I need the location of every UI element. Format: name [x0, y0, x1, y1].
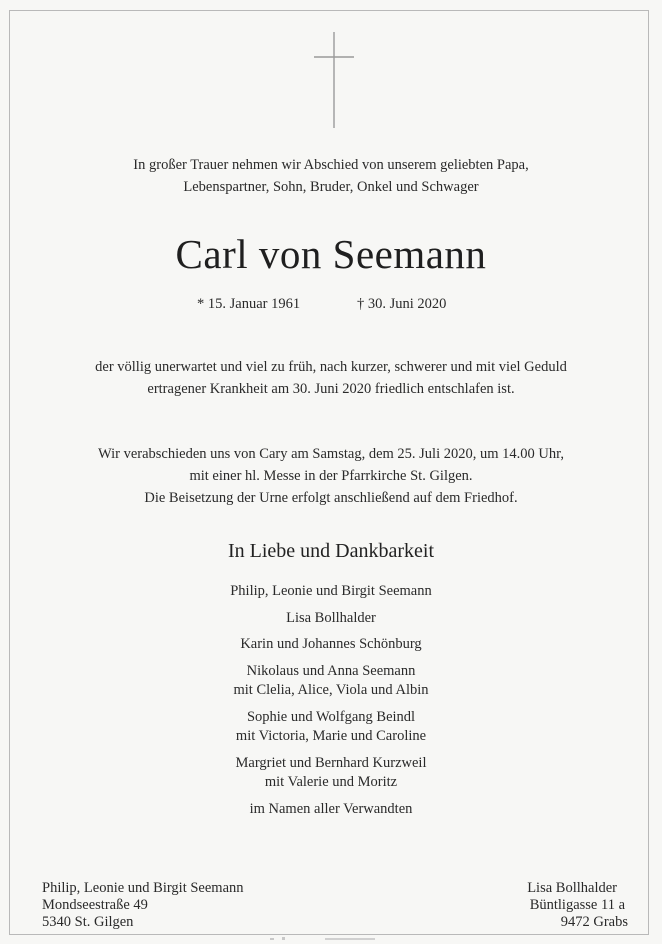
- mourner-line: Karin und Johannes Schönburg: [240, 636, 422, 652]
- address-right: [527, 880, 628, 931]
- address-line: Mondseestraße 49: [42, 897, 148, 913]
- mourners-list: [0, 582, 662, 826]
- mourner-group: [0, 662, 662, 701]
- address-left: [42, 880, 244, 931]
- mourner-line: Philip, Leonie und Birgit Seemann: [230, 583, 432, 599]
- mourner-line: im Namen aller Verwandten: [249, 800, 413, 817]
- mourner-group: [0, 582, 662, 602]
- death-date: † 30. Juni 2020: [357, 296, 447, 312]
- intro-line: In großer Trauer nehmen wir Abschied von unserem geliebten Papa,: [133, 157, 529, 173]
- service-info: [0, 443, 662, 509]
- address-line: 9472 Grabs: [560, 914, 628, 930]
- address-line: Büntligasse 11 a: [529, 897, 625, 913]
- intro-line: Lebenspartner, Sohn, Bruder, Onkel und Schwager: [183, 179, 479, 195]
- birth-date: * 15. Januar 1961: [197, 296, 301, 312]
- address-line: Lisa Bollhalder: [527, 880, 617, 896]
- death-message: [0, 356, 662, 400]
- mourner-line: Nikolaus und Anna Seemann: [246, 662, 416, 679]
- scan-artifact: [270, 936, 390, 942]
- message-line: der völlig unerwartet und viel zu früh, nach kurzer, schwerer und mit viel Geduld: [95, 359, 567, 375]
- address-line: 5340 St. Gilgen: [42, 914, 134, 930]
- mourner-group: [0, 708, 662, 747]
- mourners-heading: In Liebe und Dankbarkeit: [227, 540, 435, 562]
- mourner-line: Margriet und Bernhard Kurzweil: [235, 754, 427, 771]
- intro-text: [0, 154, 662, 198]
- mourner-group: [0, 754, 662, 793]
- mourner-line: mit Victoria, Marie und Caroline: [235, 728, 427, 744]
- service-line: Die Beisetzung der Urne erfolgt anschließend auf dem Friedhof.: [144, 490, 518, 506]
- mourner-group: [0, 800, 662, 820]
- message-line: ertragener Krankheit am 30. Juni 2020 friedlich entschlafen ist.: [147, 381, 515, 397]
- service-line: mit einer hl. Messe in der Pfarrkirche St. Gilgen.: [189, 468, 473, 484]
- mourner-line: Sophie und Wolfgang Beindl: [246, 708, 416, 725]
- mourner-group: [0, 609, 662, 629]
- mourner-line: mit Valerie und Moritz: [264, 774, 398, 790]
- deceased-name: Carl von Seemann: [175, 231, 487, 277]
- mourner-group: [0, 635, 662, 655]
- address-line: Philip, Leonie und Birgit Seemann: [42, 880, 244, 896]
- mourner-line: mit Clelia, Alice, Viola und Albin: [233, 682, 429, 698]
- cross-icon: [312, 30, 356, 130]
- service-line: Wir verabschieden uns von Cary am Samstag, dem 25. Juli 2020, um 14.00 Uhr,: [98, 446, 564, 462]
- mourner-line: Lisa Bollhalder: [286, 609, 376, 626]
